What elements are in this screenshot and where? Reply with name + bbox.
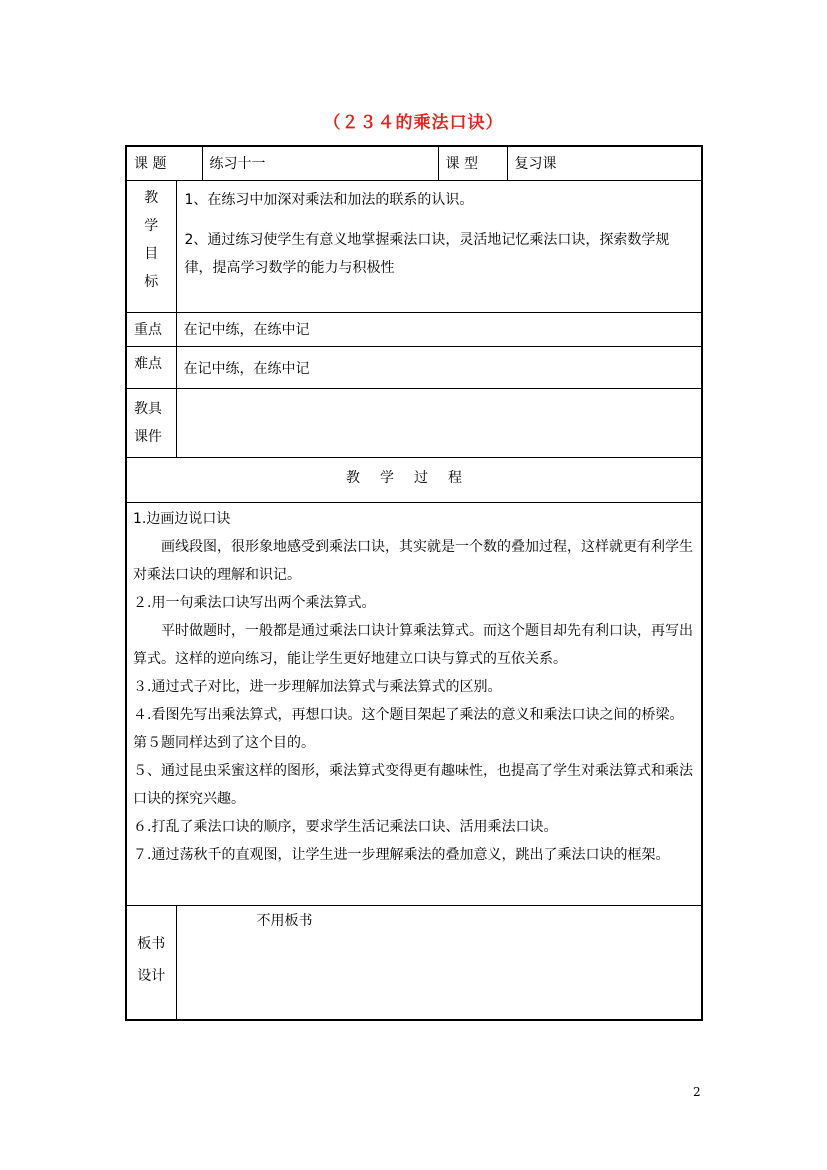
row-process-body [126,502,702,905]
process-heading: 教学过程 [346,469,482,486]
process-body-cell [126,502,702,905]
difficulty-label: 难点 [134,355,162,372]
materials-label-line1: 教具 [134,400,162,417]
row-key-point [126,312,702,346]
goals-label-char: 标 [144,273,159,290]
key-point-label: 重点 [134,321,162,338]
process-paragraph: ７.通过荡秋千的直观图，让学生进一步理解乘法的叠加意义，跳出了乘法口诀的框架。 [133,846,670,863]
row-board [126,905,702,1020]
difficulty-value: 在记中练，在练中记 [183,360,310,377]
difficulty-label-cell [126,346,176,388]
goal-item-2: 2、通过练习使学生有意义地掌握乘法口诀，灵活地记忆乘法口诀，探索数学规律，提高学习数学的能力与积极性 [184,231,670,276]
process-heading-cell [126,457,702,502]
page-number: 2 [693,1085,701,1099]
board-label-cell [126,905,176,1020]
topic-value-cell [202,146,438,180]
process-paragraph: 画线段图，很形象地感受到乘法口诀，其实就是一个数的叠加过程，这样就更有利学生对乘法口诀的理解和识记。 [133,538,693,583]
goals-value-cell [176,180,702,312]
process-paragraph: ６.打乱了乘法口诀的顺序，要求学生活记乘法口诀、活用乘法口诀。 [133,818,558,835]
process-paragraph: 1.边画边说口诀 [133,510,231,527]
topic-value: 练习十一 [209,156,266,172]
goals-label-char: 目 [144,245,159,262]
process-paragraph: ３.通过式子对比，进一步理解加法算式与乘法算式的区别。 [133,678,502,695]
lesson-plan-table [125,145,703,1021]
key-point-value-cell [176,312,702,346]
row-topic [126,146,702,180]
process-paragraph: 平时做题时，一般都是通过乘法口诀计算乘法算式。而这个题目却先有利口诀，再写出算式。这样的逆向练习，能让学生更好地建立口诀与算式的互依关系。 [133,622,693,667]
goal-item-1: 1、在练习中加深对乘法和加法的联系的认识。 [184,191,474,208]
board-value-cell [176,905,702,1020]
process-body [127,503,701,869]
type-value-cell [507,146,702,180]
board-label-line2: 设计 [137,967,166,984]
type-value: 复习课 [514,156,557,172]
board-value: 不用板书 [256,912,313,929]
type-label: 课 型 [445,156,478,172]
materials-value-cell [176,388,702,457]
type-label-cell [438,146,507,180]
goals-label [127,181,176,296]
topic-label-cell [126,146,202,180]
row-process-heading [126,457,702,502]
process-paragraph: ２.用一句乘法口诀写出两个乘法算式。 [133,594,376,611]
key-point-label-cell [126,312,176,346]
board-label [127,906,176,992]
materials-label-cell [126,388,176,457]
goals-label-char: 教 [144,189,159,206]
topic-label: 课 题 [134,156,167,172]
materials-label-line2: 课件 [134,428,162,445]
board-label-line1: 板书 [137,935,166,952]
goals-label-char: 学 [144,217,159,234]
materials-value [177,389,702,401]
process-paragraph: ４.看图先写出乘法算式，再想口诀。这个题目架起了乘法的意义和乘法口诀之间的桥梁。第５题同样达到了这个目的。 [133,706,684,751]
process-paragraph: ５、通过昆虫采蜜这样的图形，乘法算式变得更有趣味性，也提高了学生对乘法算式和乘法口诀的探究兴趣。 [133,762,693,807]
difficulty-value-cell [176,346,702,388]
document-title: （２３４的乘法口诀） [323,113,504,133]
row-materials [126,388,702,457]
goals-label-cell [126,180,176,312]
row-difficulty [126,346,702,388]
row-goals [126,180,702,312]
key-point-value: 在记中练，在练中记 [183,321,310,338]
